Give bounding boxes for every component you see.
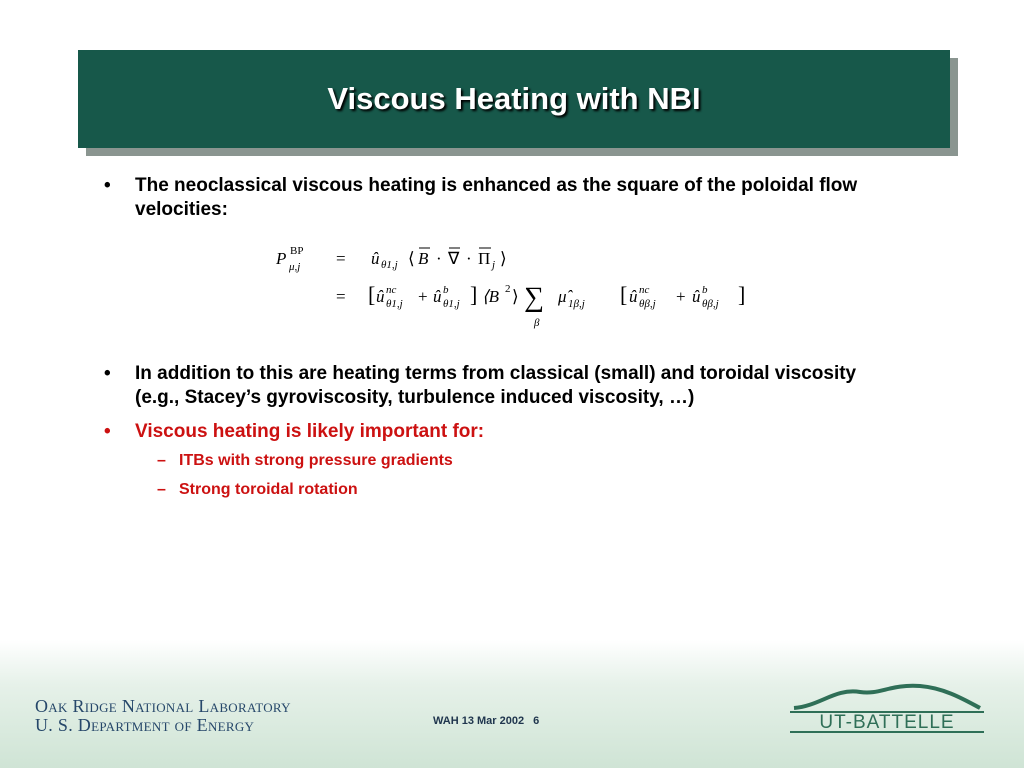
bullet-marker: • — [104, 175, 111, 196]
eq2-mu-sub: 1β,j — [568, 298, 585, 310]
viscous-heating-equation — [268, 236, 768, 334]
eq2-u3-sub: θβ,j — [639, 298, 656, 310]
eq-sign-1: = — [336, 249, 346, 268]
sub-bullet-marker: – — [157, 481, 166, 498]
eq1-dot-1: · — [436, 249, 442, 268]
eq2-bracket2-open: [ — [620, 282, 628, 307]
eq2-B2-close: ⟩ — [512, 287, 519, 306]
eq2-bracket2-close: ] — [738, 282, 746, 307]
eq-lhs-symbol: P — [276, 249, 287, 268]
eq1-nabla: ∇ — [448, 249, 460, 268]
bullet-2-text: In addition to this are heating terms from classical (small) and toroidal viscosity (e.g., Stacey’s gyroviscosity, turbulence induced viscosity, …) — [135, 363, 857, 408]
organization-block — [35, 697, 291, 735]
logo-mountain-ridge — [794, 686, 980, 708]
eq2-u4: û — [692, 287, 701, 306]
eq2-sum-index: β — [534, 317, 540, 329]
eq-lhs-subscript: μ,j — [289, 261, 301, 273]
slide-title: Viscous Heating with NBI — [327, 81, 701, 116]
eq2-sum: ∑ — [524, 282, 544, 313]
eq2-B2-sup: 2 — [505, 283, 511, 295]
title-box — [78, 50, 950, 148]
eq2-mu: μ̂ — [558, 287, 567, 306]
bullet-3-text: Viscous heating is likely important for: — [135, 421, 485, 442]
eq1-angle-close: ⟩ — [500, 249, 507, 268]
eq2-u1-sub: θ1,j — [386, 298, 403, 310]
eq1-u: û — [371, 249, 380, 268]
eq2-u1-sup: nc — [386, 284, 397, 296]
eq-sign-2: = — [336, 287, 346, 306]
logo-text: UT-BATTELLE — [819, 712, 955, 733]
org-name-line: Oak Ridge National Laboratory — [35, 696, 291, 716]
eq1-Pi: Π — [478, 249, 491, 268]
eq-lhs-superscript: BP — [290, 245, 304, 257]
eq2-u3: û — [629, 287, 638, 306]
bullet-1-text: The neoclassical viscous heating is enhanced as the square of the poloidal flow velocities: — [135, 175, 858, 220]
eq1-dot-2: · — [466, 249, 472, 268]
eq2-plus-2: + — [676, 287, 686, 306]
eq2-plus-1: + — [418, 287, 428, 306]
bullet-marker: • — [104, 421, 111, 442]
footer-page-number: 6 — [533, 715, 540, 727]
eq1-u-sub: θ1,j — [381, 259, 398, 271]
sub-bullet-marker: – — [157, 452, 166, 469]
eq2-u2-sub: θ1,j — [443, 298, 460, 310]
eq2-B2: ⟨B — [482, 287, 500, 306]
footer-info — [433, 715, 545, 727]
eq2-u2: û — [433, 287, 442, 306]
eq2-bracket-open: [ — [368, 282, 376, 307]
org-department-line: U. S. Department of Energy — [35, 715, 255, 735]
eq2-u3-sup: nc — [639, 284, 650, 296]
footer-author-date: WAH 13 Mar 2002 — [433, 715, 525, 727]
eq2-u2-sup: b — [443, 284, 449, 296]
eq2-u4-sub: θβ,j — [702, 298, 719, 310]
eq2-u1: û — [376, 287, 385, 306]
sub-bullet-2-text: Strong toroidal rotation — [179, 481, 358, 498]
ut-battelle-logo — [780, 678, 992, 736]
eq2-u4-sup: b — [702, 284, 708, 296]
eq1-B: B — [418, 249, 429, 268]
bullet-marker: • — [104, 363, 111, 384]
eq1-Pi-sub: j — [492, 259, 496, 271]
sub-bullet-1-text: ITBs with strong pressure gradients — [179, 452, 453, 469]
eq2-bracket-close: ] — [470, 282, 478, 307]
eq1-angle-open: ⟨ — [408, 249, 415, 268]
